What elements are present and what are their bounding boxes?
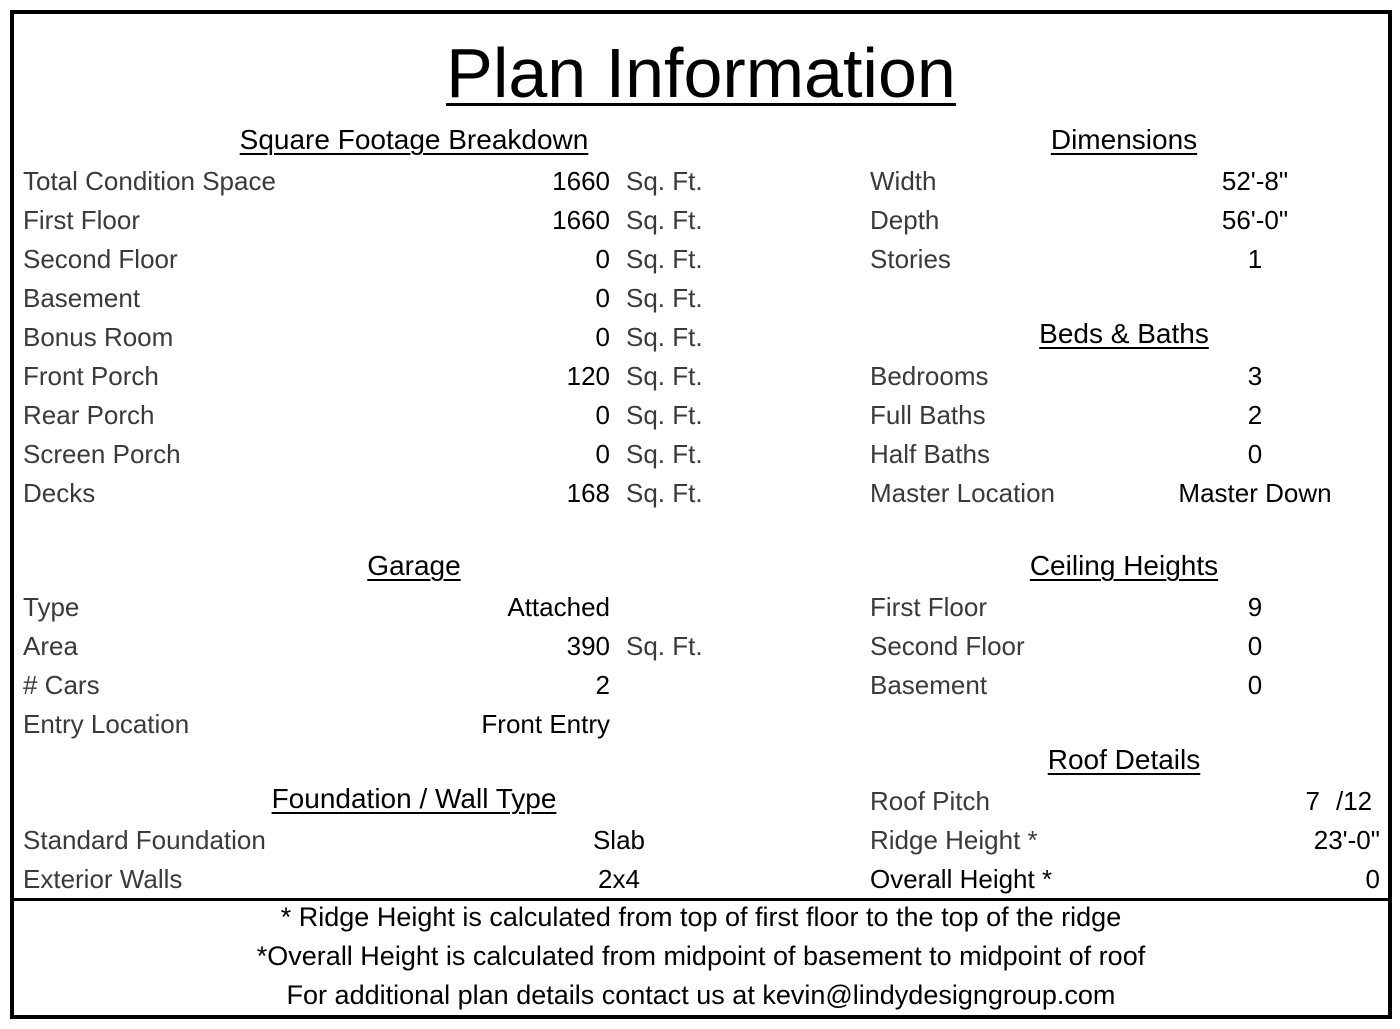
sqft-label: Bonus Room: [23, 322, 174, 352]
beds-baths-value: 2: [1247, 400, 1263, 430]
roof-pitch-value: 7: [1305, 786, 1320, 816]
sqft-label: Decks: [23, 478, 96, 508]
dimension-value: 1: [1247, 244, 1263, 274]
sqft-value: 1660: [552, 205, 610, 235]
garage-label: Entry Location: [23, 709, 190, 739]
sqft-value: 120: [566, 361, 610, 391]
sqft-value: 168: [566, 478, 610, 508]
sqft-unit: Sq. Ft.: [626, 322, 703, 352]
ceiling-value: 9: [1247, 592, 1263, 622]
footnote-ridge-height: * Ridge Height is calculated from top of first floor to the top of the ridge: [280, 902, 1122, 932]
roof-value: 23'-0": [1313, 825, 1380, 855]
ceiling-label: Second Floor: [870, 631, 1025, 661]
sqft-label: Screen Porch: [23, 439, 181, 469]
beds-baths-label: Master Location: [870, 478, 1055, 508]
ceiling-value: 0: [1247, 631, 1263, 661]
ceiling-value: 0: [1247, 670, 1263, 700]
square-footage-heading: Square Footage Breakdown: [239, 124, 589, 155]
sqft-value: 0: [595, 283, 610, 313]
sqft-unit: Sq. Ft.: [626, 361, 703, 391]
plan-information-sheet: [10, 10, 1392, 1019]
foundation-label: Standard Foundation: [23, 825, 266, 855]
dimension-label: Depth: [870, 205, 940, 235]
foundation-value: Slab: [592, 825, 646, 855]
garage-label: Type: [23, 592, 80, 622]
beds-baths-label: Bedrooms: [870, 361, 989, 391]
sqft-unit: Sq. Ft.: [626, 166, 703, 196]
dimension-label: Stories: [870, 244, 951, 274]
roof-label: Overall Height *: [870, 864, 1053, 894]
ceiling-heights-heading: Ceiling Heights: [1029, 550, 1219, 581]
sqft-label: Basement: [23, 283, 141, 313]
roof-details-heading: Roof Details: [1047, 744, 1201, 775]
beds-baths-label: Half Baths: [870, 439, 990, 469]
beds-baths-heading: Beds & Baths: [1039, 318, 1209, 349]
dimensions-heading: Dimensions: [1050, 124, 1198, 155]
garage-value: 390: [566, 631, 610, 661]
garage-value: Front Entry: [481, 709, 610, 739]
sqft-value: 1660: [552, 166, 610, 196]
footnote-divider: [14, 898, 1388, 901]
garage-label: # Cars: [23, 670, 100, 700]
roof-label: Ridge Height *: [870, 825, 1038, 855]
roof-pitch-suffix: /12: [1336, 786, 1373, 816]
sqft-label: Front Porch: [23, 361, 159, 391]
sqft-unit: Sq. Ft.: [626, 205, 703, 235]
sqft-value: 0: [595, 322, 610, 352]
garage-unit: Sq. Ft.: [626, 631, 703, 661]
dimension-value: 52'-8": [1221, 166, 1289, 196]
ceiling-label: Basement: [870, 670, 988, 700]
sqft-unit: Sq. Ft.: [626, 283, 703, 313]
footnote-overall-height: *Overall Height is calculated from midpoint of basement to midpoint of roof: [256, 941, 1146, 971]
garage-label: Area: [23, 631, 78, 661]
foundation-value: 2x4: [598, 864, 640, 894]
sqft-value: 0: [595, 400, 610, 430]
footnote-contact: For additional plan details contact us at kevin@lindydesigngroup.com: [286, 980, 1116, 1010]
roof-value: 0: [1365, 864, 1380, 894]
beds-baths-value: 3: [1247, 361, 1263, 391]
beds-baths-label: Full Baths: [870, 400, 986, 430]
sqft-unit: Sq. Ft.: [626, 439, 703, 469]
garage-heading: Garage: [367, 550, 461, 581]
dimension-label: Width: [870, 166, 937, 196]
garage-value: 2: [595, 670, 610, 700]
sqft-unit: Sq. Ft.: [626, 400, 703, 430]
ceiling-label: First Floor: [870, 592, 987, 622]
beds-baths-value: 0: [1247, 439, 1263, 469]
sqft-value: 0: [595, 439, 610, 469]
sqft-label: Total Condition Space: [23, 166, 276, 196]
garage-value: Attached: [507, 592, 610, 622]
dimension-value: 56'-0": [1221, 205, 1289, 235]
sqft-label: Second Floor: [23, 244, 178, 274]
foundation-heading: Foundation / Wall Type: [271, 783, 557, 814]
sqft-label: First Floor: [23, 205, 140, 235]
roof-label: Roof Pitch: [870, 786, 990, 816]
page-title: Plan Information: [446, 34, 956, 112]
foundation-label: Exterior Walls: [23, 864, 183, 894]
beds-baths-value: Master Down: [1178, 478, 1332, 508]
sqft-unit: Sq. Ft.: [626, 244, 703, 274]
sqft-label: Rear Porch: [23, 400, 155, 430]
sqft-unit: Sq. Ft.: [626, 478, 703, 508]
sqft-value: 0: [595, 244, 610, 274]
